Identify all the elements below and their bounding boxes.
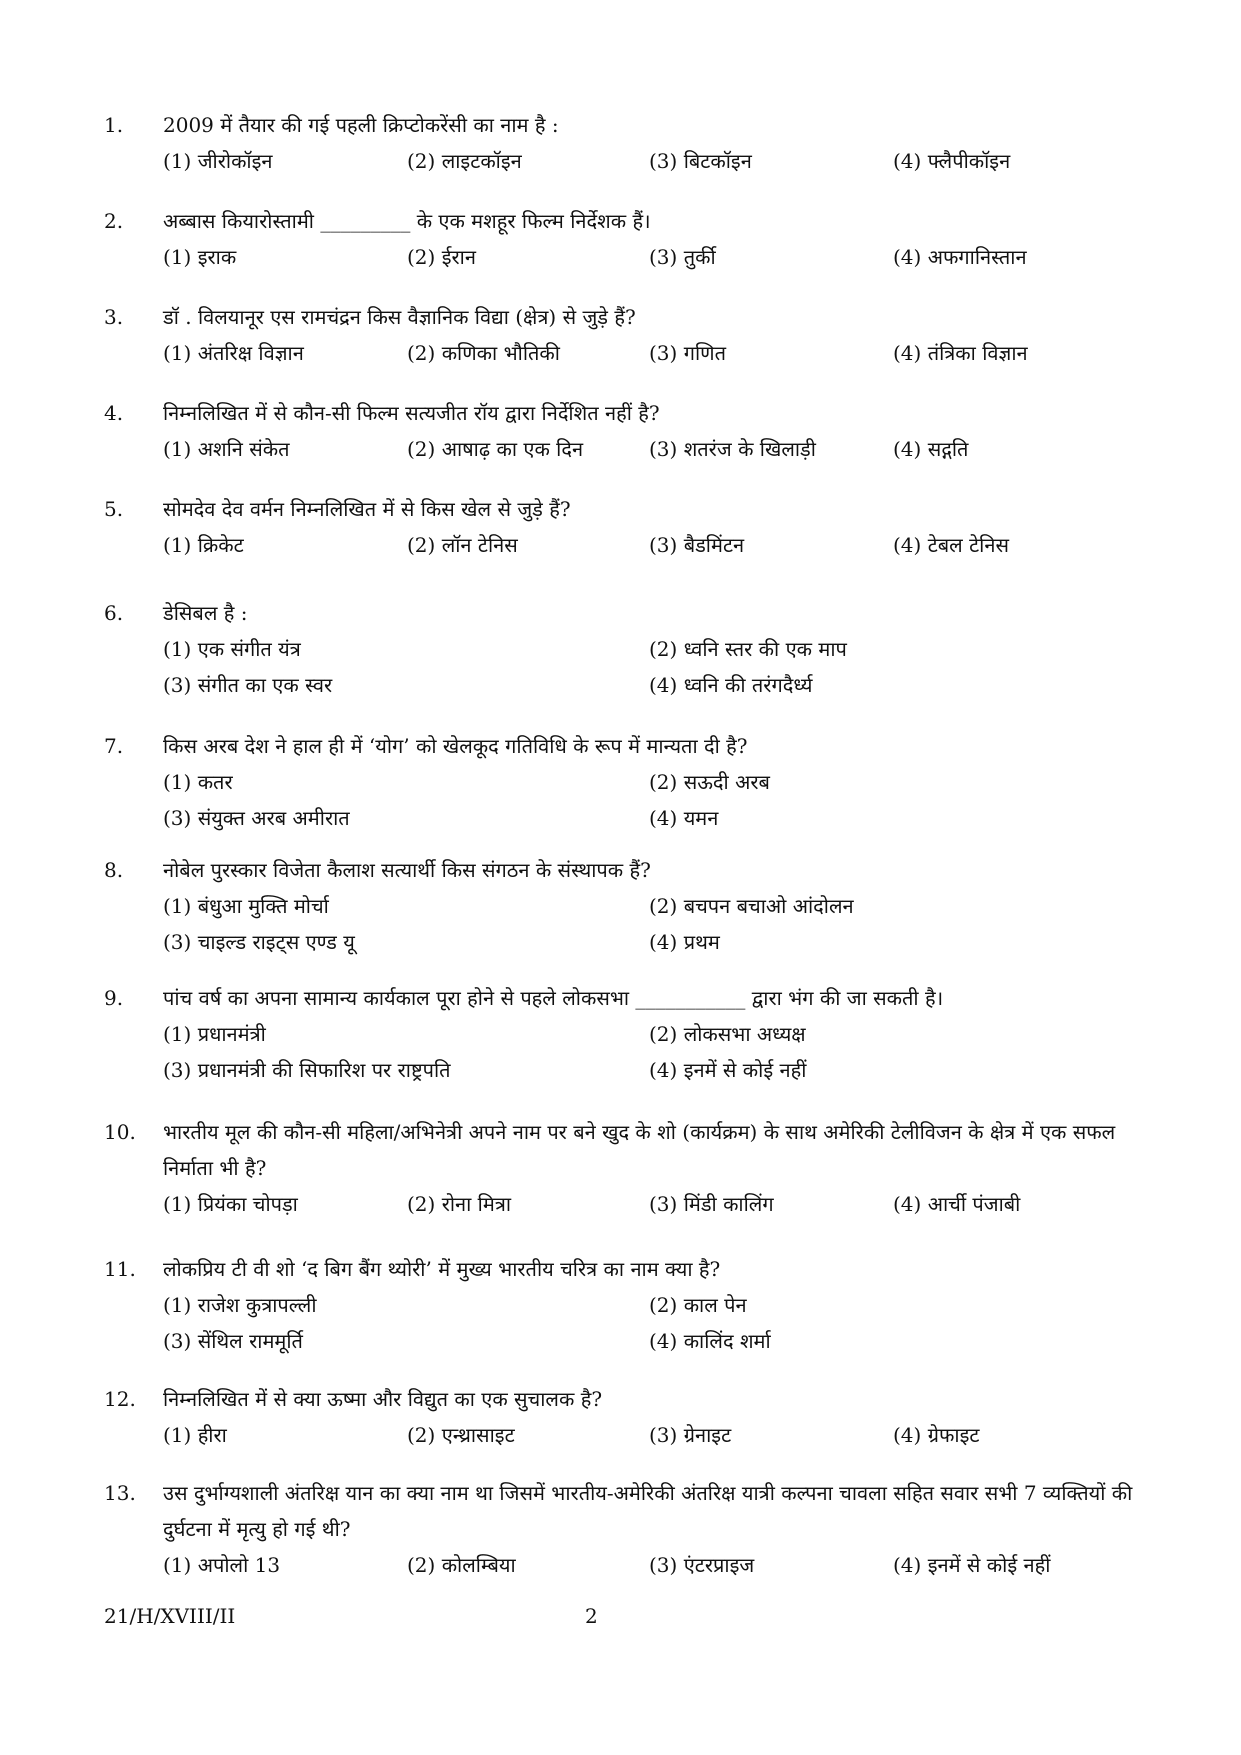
options-row xyxy=(163,1323,1164,1359)
question-text: 2009 में तैयार की गई पहली क्रिप्टोकरेंसी का नाम है : xyxy=(163,113,559,137)
question-text: नोबेल पुरस्कार विजेता कैलाश सत्यार्थी किस संगठन के संस्थापक हैं? xyxy=(163,858,651,882)
option-1: (1) अशनि संकेत xyxy=(163,437,290,461)
option-1: (1) प्रियंका चोपड़ा xyxy=(163,1192,298,1216)
option-1: (1) जीरोकॉइन xyxy=(163,149,273,173)
option-4: (4) इनमें से कोई नहीं xyxy=(893,1553,1051,1577)
option-2: (2) ध्वनि स्तर की एक माप xyxy=(649,637,847,661)
options-row xyxy=(163,1417,1164,1453)
options-row xyxy=(163,1016,1164,1052)
option-2: (2) कोलम्बिया xyxy=(407,1553,516,1577)
option-3: (3) बैडमिंटन xyxy=(649,533,745,557)
option-1: (1) इराक xyxy=(163,245,237,269)
option-3: (3) बिटकॉइन xyxy=(649,149,752,173)
option-2: (2) बचपन बचाओ आंदोलन xyxy=(649,894,854,918)
options-row xyxy=(163,431,1164,467)
option-4: (4) आर्ची पंजाबी xyxy=(893,1192,1021,1216)
question-number: 7. xyxy=(104,734,124,758)
option-3: (3) चाइल्ड राइट्स एण्ड यू xyxy=(163,930,355,954)
option-2: (2) कणिका भौतिकी xyxy=(407,341,560,365)
option-2: (2) आषाढ़ का एक दिन xyxy=(407,437,584,461)
question-5 xyxy=(104,491,1164,563)
option-1: (1) क्रिकेट xyxy=(163,533,244,557)
question-text: लोकप्रिय टी वी शो ‘द बिग बैंग थ्योरी’ में मुख्य भारतीय चरित्र का नाम क्या है? xyxy=(163,1257,721,1281)
options-row xyxy=(163,764,1164,800)
question-number: 10. xyxy=(104,1120,136,1144)
options-row xyxy=(163,335,1164,371)
option-4: (4) सद्गति xyxy=(893,437,969,461)
question-number: 11. xyxy=(104,1257,136,1281)
question-2 xyxy=(104,203,1164,275)
options-row xyxy=(163,800,1164,836)
option-3: (3) संयुक्त अरब अमीरात xyxy=(163,806,350,830)
option-2: (2) ईरान xyxy=(407,245,476,269)
option-2: (2) लॉन टेनिस xyxy=(407,533,518,557)
option-1: (1) हीरा xyxy=(163,1423,227,1447)
question-text: किस अरब देश ने हाल ही में ‘योग’ को खेलकूद गतिविधि के रूप में मान्यता दी है? xyxy=(163,734,748,758)
question-9 xyxy=(104,980,1164,1088)
option-4: (4) अफगानिस्तान xyxy=(893,245,1027,269)
options-row xyxy=(163,143,1164,179)
option-3: (3) मिंडी कालिंग xyxy=(649,1192,774,1216)
question-text: सोमदेव देव वर्मन निम्नलिखित में से किस खेल से जुड़े हैं? xyxy=(163,497,571,521)
question-13 xyxy=(104,1475,1164,1583)
options-row xyxy=(163,239,1164,275)
question-number: 8. xyxy=(104,858,124,882)
option-3: (3) प्रधानमंत्री की सिफारिश पर राष्ट्रपति xyxy=(163,1058,451,1082)
options-row xyxy=(163,667,1164,703)
option-2: (2) एन्थ्रासाइट xyxy=(407,1423,515,1447)
option-1: (1) प्रधानमंत्री xyxy=(163,1022,266,1046)
option-4: (4) टेबल टेनिस xyxy=(893,533,1009,557)
option-2: (2) सऊदी अरब xyxy=(649,770,770,794)
option-3: (3) एंटरप्राइज xyxy=(649,1553,755,1577)
option-3: (3) सेंथिल राममूर्ति xyxy=(163,1329,303,1353)
option-4: (4) कालिंद शर्मा xyxy=(649,1329,771,1353)
options-row xyxy=(163,888,1164,924)
options-row xyxy=(163,527,1164,563)
question-number: 5. xyxy=(104,497,124,521)
options-row xyxy=(163,1287,1164,1323)
question-6 xyxy=(104,595,1164,703)
question-12 xyxy=(104,1381,1164,1453)
option-3: (3) संगीत का एक स्वर xyxy=(163,673,333,697)
question-text: अब्बास कियारोस्तामी _________ के एक मशहूर फिल्म निर्देशक हैं। xyxy=(163,209,651,233)
options-row xyxy=(163,631,1164,667)
options-row xyxy=(163,1547,1164,1583)
option-2: (2) रोना मित्रा xyxy=(407,1192,512,1216)
option-1: (1) अपोलो 13 xyxy=(163,1553,281,1577)
option-4: (4) इनमें से कोई नहीं xyxy=(649,1058,807,1082)
question-8 xyxy=(104,852,1164,960)
options-row xyxy=(163,1052,1164,1088)
option-1: (1) राजेश कुत्रापल्ली xyxy=(163,1293,317,1317)
question-text: डॉ . विलयानूर एस रामचंद्रन किस वैज्ञानिक विद्या (क्षेत्र) से जुड़े हैं? xyxy=(163,305,636,329)
question-3 xyxy=(104,299,1164,371)
option-1: (1) एक संगीत यंत्र xyxy=(163,637,301,661)
question-number: 6. xyxy=(104,601,124,625)
page-number: 2 xyxy=(585,1604,598,1628)
options-row xyxy=(163,924,1164,960)
option-4: (4) ग्रेफाइट xyxy=(893,1423,980,1447)
question-11 xyxy=(104,1251,1164,1359)
option-1: (1) कतर xyxy=(163,770,233,794)
option-4: (4) ध्वनि की तरंगदैर्ध्य xyxy=(649,673,813,697)
option-3: (3) ग्रेनाइट xyxy=(649,1423,732,1447)
paper-code: 21/H/XVIII/II xyxy=(104,1604,236,1628)
option-3: (3) तुर्की xyxy=(649,245,716,269)
question-number: 2. xyxy=(104,209,124,233)
option-4: (4) फ्लैपीकॉइन xyxy=(893,149,1011,173)
option-4: (4) यमन xyxy=(649,806,719,830)
option-2: (2) लाइटकॉइन xyxy=(407,149,522,173)
option-4: (4) प्रथम xyxy=(649,930,720,954)
option-3: (3) गणित xyxy=(649,341,726,365)
option-1: (1) बंधुआ मुक्ति मोर्चा xyxy=(163,894,329,918)
question-text: निम्नलिखित में से क्या ऊष्मा और विद्युत का एक सुचालक है? xyxy=(163,1387,603,1411)
question-text: निम्नलिखित में से कौन-सी फिल्म सत्यजीत रॉय द्वारा निर्देशित नहीं है? xyxy=(163,401,660,425)
option-3: (3) शतरंज के खिलाड़ी xyxy=(649,437,816,461)
question-number: 12. xyxy=(104,1387,136,1411)
question-4 xyxy=(104,395,1164,467)
question-number: 13. xyxy=(104,1481,136,1505)
question-10 xyxy=(104,1114,1164,1222)
question-number: 1. xyxy=(104,113,124,137)
options-row xyxy=(163,1186,1164,1222)
option-4: (4) तंत्रिका विज्ञान xyxy=(893,341,1028,365)
question-7 xyxy=(104,728,1164,836)
question-number: 4. xyxy=(104,401,124,425)
question-text: डेसिबल है : xyxy=(163,601,248,625)
question-text: उस दुर्भाग्यशाली अंतरिक्ष यान का क्या नाम था जिसमें भारतीय-अमेरिकी अंतरिक्ष यात्री कल्पना चावला सहित सवार सभी 7 व्यक्तियों की दुर्घटना में मृत्यु हो गई थी? xyxy=(163,1481,1133,1541)
question-number: 9. xyxy=(104,986,124,1010)
question-1 xyxy=(104,107,1164,179)
question-text: भारतीय मूल की कौन-सी महिला/अभिनेत्री अपने नाम पर बने खुद के शो (कार्यक्रम) के साथ अमेरिकी टेलीविजन के क्षेत्र में एक सफल निर्माता भी है? xyxy=(163,1120,1116,1180)
option-1: (1) अंतरिक्ष विज्ञान xyxy=(163,341,304,365)
option-2: (2) लोकसभा अध्यक्ष xyxy=(649,1022,806,1046)
option-2: (2) काल पेन xyxy=(649,1293,747,1317)
question-number: 3. xyxy=(104,305,124,329)
question-text: पांच वर्ष का अपना सामान्य कार्यकाल पूरा होने से पहले लोकसभा ___________ द्वारा भंग की जा सकती है। xyxy=(163,986,944,1010)
